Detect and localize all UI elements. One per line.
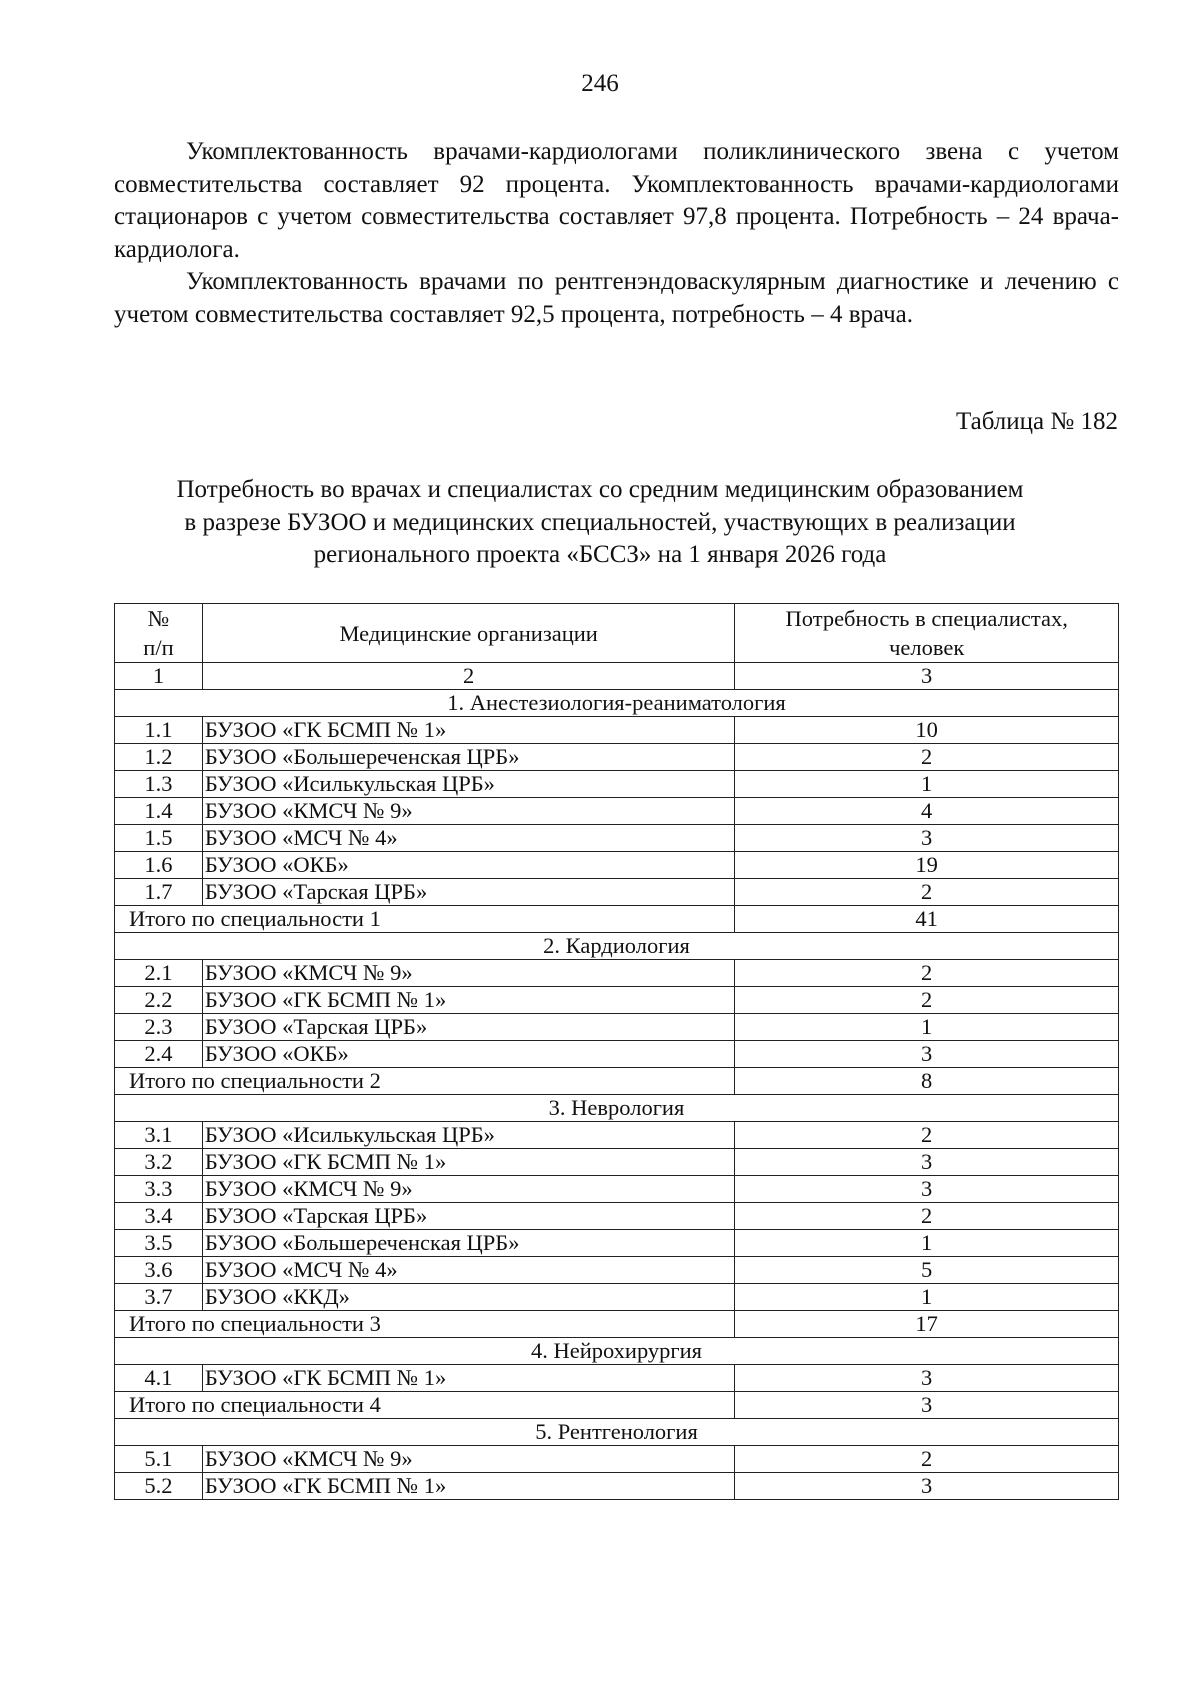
section-title: 1. Анестезиология-реаниматология <box>115 690 1119 717</box>
total-value: 17 <box>735 1311 1119 1338</box>
page-number: 246 <box>581 70 619 97</box>
row-number: 3.5 <box>115 1230 203 1257</box>
organization-name: БУЗОО «Исилькульская ЦРБ» <box>202 1122 734 1149</box>
total-value: 8 <box>735 1068 1119 1095</box>
column-number-row <box>115 663 1119 690</box>
paragraph: Укомплектованность врачами-кардиологами поликлинического звена с учетом совместительства составляет 92 процента. Укомплектованность врачами-кардиологами стационаров с учетом совместительства составляет 97,8 процента. Потребность – 24 врача-кардиолога. <box>114 138 1119 263</box>
table-row <box>115 960 1119 987</box>
table-row <box>115 825 1119 852</box>
organization-name: БУЗОО «МСЧ № 4» <box>202 825 734 852</box>
table-row <box>115 744 1119 771</box>
row-number: 1.3 <box>115 771 203 798</box>
row-number: 2.3 <box>115 1014 203 1041</box>
table-row <box>115 1014 1119 1041</box>
row-number: 5.2 <box>115 1473 203 1500</box>
table-row <box>115 1203 1119 1230</box>
need-value: 2 <box>735 1122 1119 1149</box>
row-number: 3.2 <box>115 1149 203 1176</box>
need-value: 4 <box>735 798 1119 825</box>
organization-name: БУЗОО «Тарская ЦРБ» <box>202 1203 734 1230</box>
section-title-row <box>115 1338 1119 1365</box>
row-number: 4.1 <box>115 1365 203 1392</box>
need-value: 1 <box>735 771 1119 798</box>
table-row <box>115 1041 1119 1068</box>
total-value: 3 <box>735 1392 1119 1419</box>
needs-table <box>114 603 1119 1500</box>
organization-name: БУЗОО «ОКБ» <box>202 852 734 879</box>
table-row <box>115 798 1119 825</box>
table-row <box>115 1446 1119 1473</box>
table-row <box>115 1176 1119 1203</box>
paragraph: Укомплектованность врачами по рентгенэндоваскулярным диагностике и лечению с учетом совместительства составляет 92,5 процента, потребность – 4 врача. <box>114 268 1119 328</box>
section-title: 5. Рентгенология <box>115 1419 1119 1446</box>
table-row <box>115 879 1119 906</box>
table-row <box>115 1149 1119 1176</box>
row-number: 1.4 <box>115 798 203 825</box>
total-row <box>115 1068 1119 1095</box>
need-value: 3 <box>735 1041 1119 1068</box>
header-need: Потребность в специалистах, человек <box>735 604 1119 663</box>
organization-name: БУЗОО «ГК БСМП № 1» <box>202 1473 734 1500</box>
organization-name: БУЗОО «КМСЧ № 9» <box>202 798 734 825</box>
header-number: № п/п <box>115 604 203 663</box>
table-row <box>115 1473 1119 1500</box>
need-value: 19 <box>735 852 1119 879</box>
table-row <box>115 987 1119 1014</box>
row-number: 2.4 <box>115 1041 203 1068</box>
body-text <box>114 136 1119 331</box>
total-label: Итого по специальности 2 <box>115 1068 735 1095</box>
table-row <box>115 1122 1119 1149</box>
table-row <box>115 771 1119 798</box>
section-title: 4. Нейрохирургия <box>115 1338 1119 1365</box>
need-value: 5 <box>735 1257 1119 1284</box>
section-title-row <box>115 690 1119 717</box>
need-value: 3 <box>735 1149 1119 1176</box>
need-value: 3 <box>735 1176 1119 1203</box>
need-value: 10 <box>735 717 1119 744</box>
need-value: 2 <box>735 744 1119 771</box>
organization-name: БУЗОО «МСЧ № 4» <box>202 1257 734 1284</box>
organization-name: БУЗОО «Тарская ЦРБ» <box>202 879 734 906</box>
organization-name: БУЗОО «ККД» <box>202 1284 734 1311</box>
need-value: 2 <box>735 960 1119 987</box>
organization-name: БУЗОО «Большереченская ЦРБ» <box>202 744 734 771</box>
section-title-row <box>115 933 1119 960</box>
table-row <box>115 852 1119 879</box>
total-label: Итого по специальности 3 <box>115 1311 735 1338</box>
total-row <box>115 1392 1119 1419</box>
organization-name: БУЗОО «Большереченская ЦРБ» <box>202 1230 734 1257</box>
table-title-line: Потребность во врачах и специалистах со средним медицинским образованием <box>176 476 1024 503</box>
row-number: 2.1 <box>115 960 203 987</box>
need-value: 1 <box>735 1284 1119 1311</box>
table-label: Таблица № 182 <box>955 408 1118 435</box>
need-value: 1 <box>735 1014 1119 1041</box>
column-number: 2 <box>202 663 734 690</box>
organization-name: БУЗОО «ГК БСМП № 1» <box>202 717 734 744</box>
column-number: 3 <box>735 663 1119 690</box>
row-number: 2.2 <box>115 987 203 1014</box>
need-value: 1 <box>735 1230 1119 1257</box>
section-title-row <box>115 1419 1119 1446</box>
table-row <box>115 1230 1119 1257</box>
total-row <box>115 1311 1119 1338</box>
section-title: 2. Кардиология <box>115 933 1119 960</box>
table-title-line: регионального проекта «БССЗ» на 1 января 2026 года <box>313 541 887 568</box>
table-title-line: в разрезе БУЗОО и медицинских специальностей, участвующих в реализации <box>184 508 1016 536</box>
organization-name: БУЗОО «ГК БСМП № 1» <box>202 1365 734 1392</box>
organization-name: БУЗОО «КМСЧ № 9» <box>202 960 734 987</box>
need-value: 3 <box>735 825 1119 852</box>
header-organizations: Медицинские организации <box>202 604 734 663</box>
table-row <box>115 1257 1119 1284</box>
need-value: 2 <box>735 879 1119 906</box>
row-number: 1.5 <box>115 825 203 852</box>
need-value: 2 <box>735 1446 1119 1473</box>
table-title <box>100 474 1100 572</box>
organization-name: БУЗОО «ГК БСМП № 1» <box>202 987 734 1014</box>
row-number: 1.6 <box>115 852 203 879</box>
table-row <box>115 1365 1119 1392</box>
row-number: 3.4 <box>115 1203 203 1230</box>
total-value: 41 <box>735 906 1119 933</box>
organization-name: БУЗОО «ГК БСМП № 1» <box>202 1149 734 1176</box>
total-label: Итого по специальности 4 <box>115 1392 735 1419</box>
table-row <box>115 1284 1119 1311</box>
total-row <box>115 906 1119 933</box>
need-value: 3 <box>735 1365 1119 1392</box>
column-number: 1 <box>115 663 203 690</box>
row-number: 3.3 <box>115 1176 203 1203</box>
row-number: 3.7 <box>115 1284 203 1311</box>
organization-name: БУЗОО «Тарская ЦРБ» <box>202 1014 734 1041</box>
row-number: 3.6 <box>115 1257 203 1284</box>
need-value: 2 <box>735 987 1119 1014</box>
table-row <box>115 717 1119 744</box>
row-number: 1.1 <box>115 717 203 744</box>
need-value: 3 <box>735 1473 1119 1500</box>
need-value: 2 <box>735 1203 1119 1230</box>
organization-name: БУЗОО «КМСЧ № 9» <box>202 1176 734 1203</box>
organization-name: БУЗОО «ОКБ» <box>202 1041 734 1068</box>
row-number: 1.7 <box>115 879 203 906</box>
total-label: Итого по специальности 1 <box>115 906 735 933</box>
row-number: 3.1 <box>115 1122 203 1149</box>
organization-name: БУЗОО «КМСЧ № 9» <box>202 1446 734 1473</box>
table-header-row <box>115 604 1119 663</box>
section-title: 3. Неврология <box>115 1095 1119 1122</box>
row-number: 1.2 <box>115 744 203 771</box>
section-title-row <box>115 1095 1119 1122</box>
row-number: 5.1 <box>115 1446 203 1473</box>
organization-name: БУЗОО «Исилькульская ЦРБ» <box>202 771 734 798</box>
